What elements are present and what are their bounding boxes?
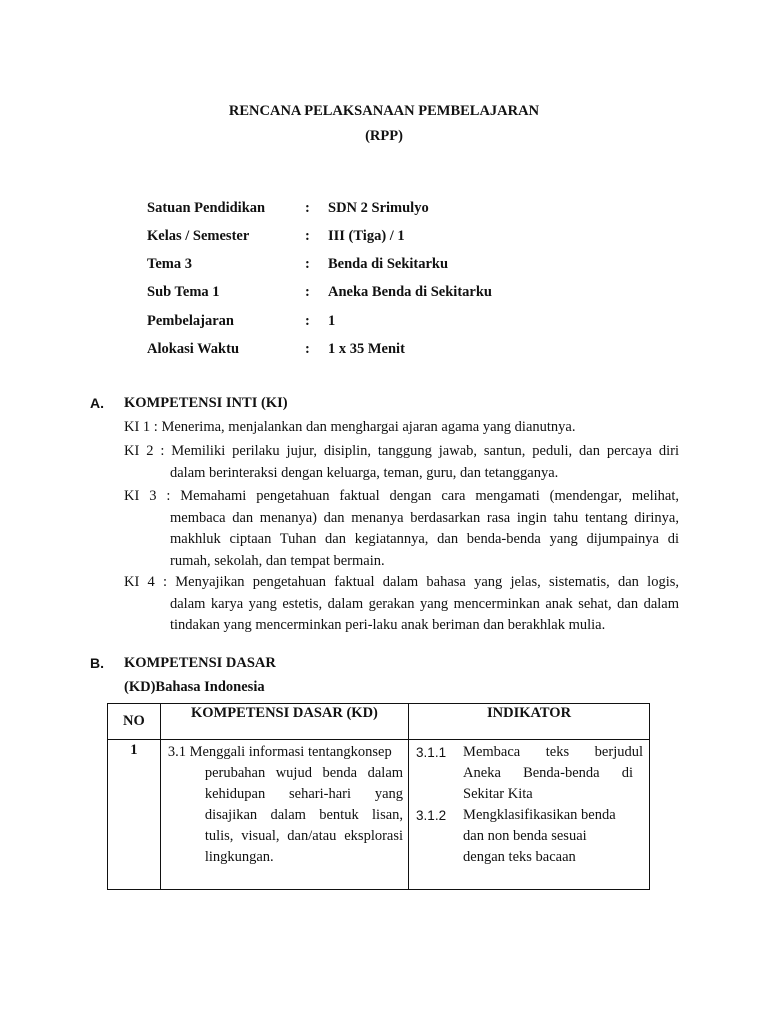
table-row	[108, 740, 650, 890]
identity-colon: :	[305, 228, 310, 244]
section-a-title: KOMPETENSI INTI (KI)	[124, 395, 288, 411]
ki-line: makhluk ciptaan Tuhan dan kegiatannya, dan benda-benda yang dijumpainya di	[170, 531, 679, 547]
ki-line: membaca dan menanya) dan menanya berdasarkan rasa ingin tahu tentang dirinya,	[170, 509, 679, 526]
ki-item-2	[124, 441, 679, 484]
identity-value: Aneka Benda di Sekitarku	[328, 284, 492, 300]
indikator-item	[416, 805, 643, 826]
kd-table	[107, 703, 650, 890]
ki-line: KI 1 : Menerima, menjalankan dan menghargai ajaran agama yang dianutnya.	[124, 419, 576, 435]
identity-value: 1	[328, 313, 336, 329]
header-indikator-label: INDIKATOR	[486, 705, 572, 721]
row-kd-cell	[160, 740, 408, 890]
identity-colon: :	[305, 256, 310, 272]
identity-colon: :	[305, 341, 310, 357]
kd-line: perubahan wujud benda dalam	[204, 765, 404, 781]
ki-line: KI 4 : Menyajikan pengetahuan faktual dalam bahasa yang jelas, sistematis, dan logis,	[124, 574, 679, 590]
identity-label: Sub Tema 1	[147, 284, 220, 300]
indikator-line: Sekitar Kita	[463, 786, 533, 802]
indikator-line: dan non benda sesuai	[463, 828, 587, 844]
document-title: RENCANA PELAKSANAAN PEMBELAJARAN	[228, 103, 540, 119]
kd-line: lingkungan.	[204, 849, 274, 865]
identity-value: III (Tiga) / 1	[328, 228, 405, 244]
row-indikator-cell	[409, 740, 650, 890]
row-no-cell	[108, 740, 161, 890]
identity-label: Alokasi Waktu	[147, 341, 240, 357]
identity-label: Kelas / Semester	[147, 228, 250, 244]
ki-line: KI 3 : Memahami pengetahuan faktual dengan cara mengamati (mendengar, melihat,	[124, 488, 679, 504]
identity-label: Pembelajaran	[147, 313, 234, 329]
identity-label: Satuan Pendidikan	[147, 200, 266, 216]
kd-line: kehidupan sehari-hari yang	[204, 786, 404, 802]
section-b-title: KOMPETENSI DASAR	[124, 655, 276, 671]
indikator-line: dengan teks bacaan	[463, 849, 576, 865]
indikator-number: 3.1.2	[416, 808, 447, 823]
identity-value: SDN 2 Srimulyo	[328, 200, 429, 216]
indikator-item	[416, 742, 643, 763]
header-indikator	[409, 704, 650, 740]
kd-table-header-row	[108, 704, 650, 740]
identity-colon: :	[305, 313, 310, 329]
section-a-letter: A.	[90, 395, 104, 411]
document-subtitle: (RPP)	[365, 128, 403, 144]
identity-value: 1 x 35 Menit	[328, 341, 405, 357]
indikator-line: Membaca teks berjudul	[463, 744, 643, 760]
section-b-letter: B.	[90, 655, 104, 671]
kd-line: 3.1 Menggali informasi tentangkonsep	[167, 744, 392, 760]
identity-value: Benda di Sekitarku	[328, 256, 449, 272]
header-no-label: NO	[123, 713, 145, 729]
header-kd	[160, 704, 408, 740]
identity-colon: :	[305, 284, 310, 300]
kd-line: tulis, visual, dan/atau eksplorasi	[204, 828, 404, 844]
indikator-number: 3.1.1	[416, 745, 447, 760]
header-kd-label: KOMPETENSI DASAR (KD)	[190, 705, 378, 721]
indikator-line: Aneka Benda-benda di	[463, 765, 634, 781]
ki-line: tindakan yang mencerminkan peri-laku anak beriman dan berakhlak mulia.	[170, 617, 606, 633]
identity-colon: :	[305, 200, 310, 216]
section-b-subtitle: (KD)Bahasa Indonesia	[124, 679, 265, 695]
ki-line: KI 2 : Memiliki perilaku jujur, disiplin, tanggung jawab, santun, peduli, dan percaya diri	[124, 443, 679, 459]
ki-item-1	[124, 417, 679, 439]
ki-item-4	[124, 572, 679, 637]
identity-label: Tema 3	[147, 256, 192, 272]
ki-line: dalam karya yang estetis, dalam gerakan yang mencerminkan anak sehat, dan dalam	[170, 595, 679, 612]
row-no: 1	[130, 742, 138, 758]
kd-line: disajikan dalam bentuk lisan,	[204, 807, 404, 823]
header-no	[108, 704, 161, 740]
ki-line: dalam berinteraksi dengan keluarga, teman, guru, dan tetangganya.	[170, 464, 559, 481]
ki-line: rumah, sekolah, dan tempat bermain.	[170, 552, 385, 569]
indikator-line: Mengklasifikasikan benda	[463, 807, 616, 823]
ki-item-3	[124, 486, 679, 572]
